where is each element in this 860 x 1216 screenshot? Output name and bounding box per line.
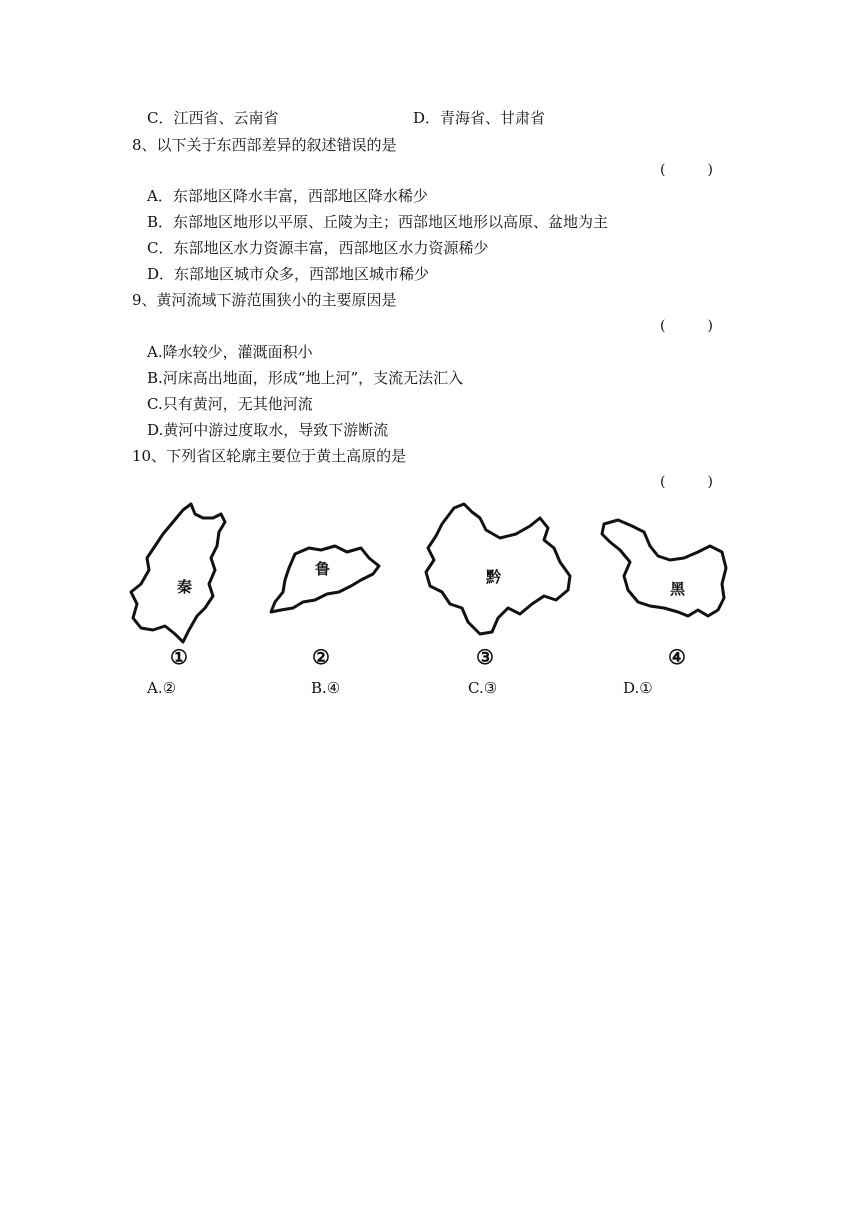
q8-option-c: C．东部地区水力资源丰富，西部地区水力资源稀少	[147, 239, 489, 257]
q7-option-d: D．青海省、甘肃省	[413, 109, 546, 127]
province-outline-heilongjiang	[598, 512, 730, 632]
q8-option-d: D．东部地区城市众多，西部地区城市稀少	[147, 265, 430, 283]
q9-option-a: A.降水较少，灌溉面积小	[147, 343, 313, 361]
q10-option-d: D.①	[623, 679, 653, 697]
q7-option-c: C．江西省、云南省	[147, 109, 279, 127]
map-number-4: ④	[668, 645, 686, 669]
q8-option-b: B．东部地区地形以平原、丘陵为主；西部地区地形以高原、盆地为主	[147, 213, 609, 231]
province-label-qin: 秦	[177, 578, 193, 596]
province-outline-shaanxi	[125, 500, 235, 645]
province-label-lu: 鲁	[315, 560, 331, 578]
q10-option-c: C.③	[468, 679, 498, 697]
province-label-qian: 黔	[486, 568, 502, 586]
q9-answer-blank: ( )	[660, 318, 713, 334]
q9-option-b: B.河床高出地面，形成“地上河”，支流无法汇入	[147, 369, 464, 387]
q8-answer-blank: ( )	[660, 162, 713, 178]
q8-option-a: A．东部地区降水丰富，西部地区降水稀少	[147, 187, 428, 205]
q9-stem: 9、黄河流域下游范围狭小的主要原因是	[132, 291, 397, 309]
q9-option-c: C.只有黄河，无其他河流	[147, 395, 313, 413]
q10-option-b: B.④	[311, 679, 341, 697]
q8-stem: 8、以下关于东西部差异的叙述错误的是	[132, 136, 397, 154]
q10-stem: 10、下列省区轮廓主要位于黄土高原的是	[132, 447, 407, 465]
q9-option-d: D.黄河中游过度取水，导致下游断流	[147, 421, 389, 439]
q10-answer-blank: ( )	[660, 474, 713, 490]
map-number-1: ①	[170, 645, 188, 669]
map-number-2: ②	[312, 645, 330, 669]
map-number-3: ③	[476, 645, 494, 669]
q10-option-a: A.②	[147, 679, 177, 697]
province-outline-guizhou	[420, 500, 580, 640]
province-label-hei: 黑	[670, 580, 686, 598]
province-outline-shandong	[265, 540, 385, 620]
